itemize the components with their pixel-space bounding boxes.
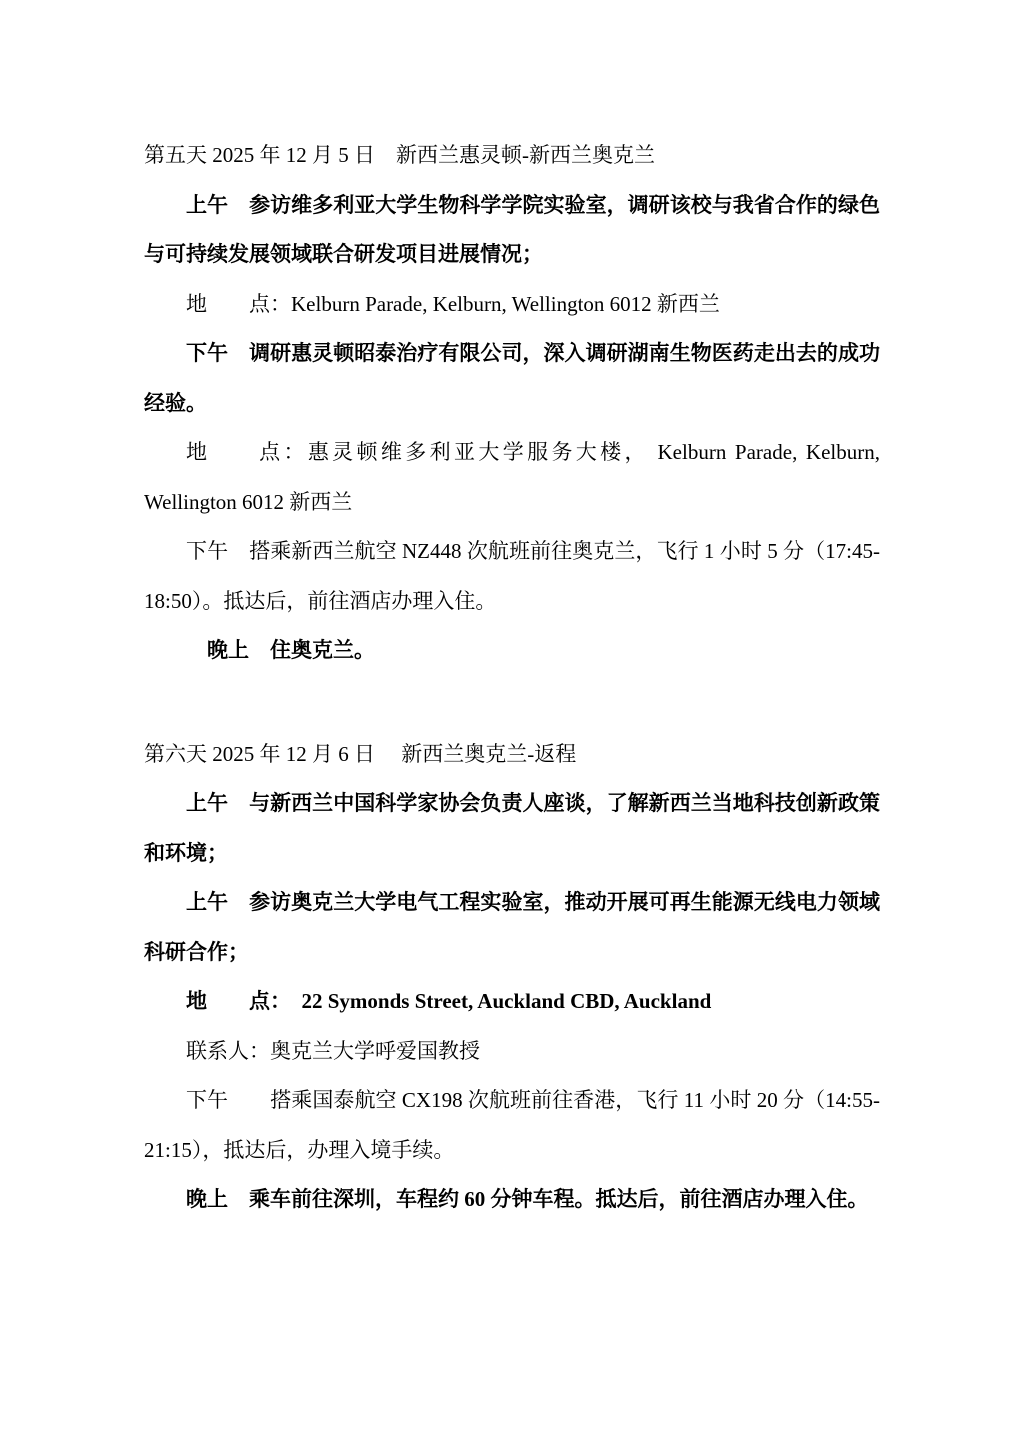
- day-5-flight-paragraph: 下午 搭乘新西兰航空 NZ448 次航班前往奥克兰，飞行 1 小时 5 分（17:45-18:50）。抵达后，前往酒店办理入住。: [144, 539, 880, 613]
- day-5-heading: 第五天 2025 年 12 月 5 日 新西兰惠灵顿-新西兰奥克兰: [144, 143, 655, 167]
- day-6-section: [144, 730, 880, 1225]
- day-6-flight-paragraph: 下午 搭乘国泰航空 CX198 次航班前往香港，飞行 11 小时 20 分（14:55-21:15），抵达后，办理入境手续。: [144, 1088, 880, 1162]
- day-5-morning-activity-paragraph: 上午 参访维多利亚大学生物科学学院实验室，调研该校与我省合作的绿色与可持续发展领域联合研发项目进展情况；: [144, 192, 880, 266]
- day-6-morning-visit-paragraph: 上午 参访奥克兰大学电气工程实验室，推动开展可再生能源无线电力领域科研合作；: [144, 890, 880, 964]
- day-5-section: [144, 131, 880, 676]
- day-5-evening-paragraph: 晚上 住奥克兰。: [207, 638, 375, 662]
- day-6-location-paragraph: 地 点： 22 Symonds Street, Auckland CBD, Auckland: [186, 989, 712, 1013]
- day-6-contact-paragraph: 联系人：奥克兰大学呼爱国教授: [186, 1038, 480, 1063]
- day-5-location-2-paragraph: 地 点：惠灵顿维多利亚大学服务大楼， Kelburn Parade, Kelburn, Wellington 6012 新西兰: [144, 440, 880, 514]
- day-6-heading: 第六天 2025 年 12 月 6 日 新西兰奥克兰-返程: [144, 741, 577, 766]
- day-6-evening-paragraph: 晚上 乘车前往深圳，车程约 60 分钟车程。抵达后，前往酒店办理入住。: [186, 1187, 869, 1211]
- day-5-afternoon-activity-paragraph: 下午 调研惠灵顿昭泰治疗有限公司，深入调研湖南生物医药走出去的成功经验。: [144, 341, 880, 415]
- day-6-morning-meeting-paragraph: 上午 与新西兰中国科学家协会负责人座谈，了解新西兰当地科技创新政策和环境；: [144, 791, 880, 865]
- day-5-location-1-paragraph: 地 点：Kelburn Parade, Kelburn, Wellington 6012 新西兰: [186, 291, 720, 316]
